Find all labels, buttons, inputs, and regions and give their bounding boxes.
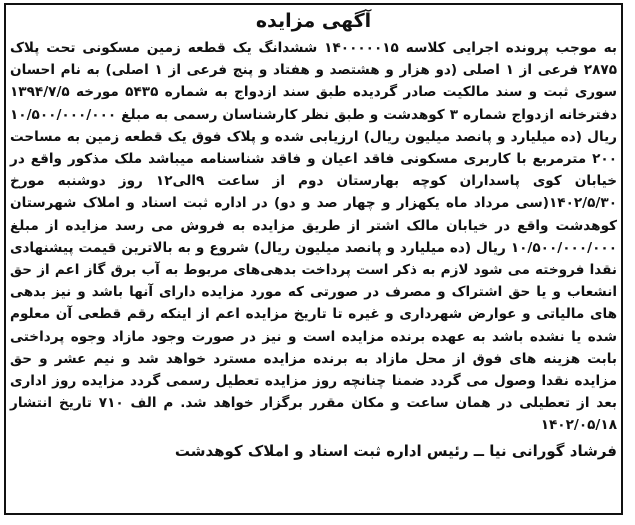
auction-notice [4, 3, 623, 515]
notice-title: آگهی مزایده [255, 10, 372, 32]
notice-signature: فرشاد گورانی نیا ــ رئیس اداره ثبت اسناد و املاک کوهدشت [174, 441, 617, 460]
notice-body: به موجب پرونده اجرایی کلاسه ۱۴۰۰۰۰۰۱۵ ششدانگ یک قطعه زمین مسکونی تحت پلاک ۲۸۷۵ فرعی از ۱ اصلی (دو هزار و هشتصد و هفتاد و پنج فرعی از ۱ اصلی) به نام احسان سوری ثبت و سند مالکیت صادر گردیده طبق سند ازدواج به شماره ۵۴۳۵ مورخه ۱۳۹۴/۷/۵ دفترخانه ازدواج شماره ۳ کوهدشت و طبق نظر کارشناسان رسمی به مبلغ ۱۰/۵۰۰/۰۰۰/۰۰۰ ریال (ده میلیارد و پانصد میلیون ریال) ارزیابی شده و پلاک فوق یک قطعه زمین به مساحت ۲۰۰ مترمربع با کاربری مسکونی فاقد اعیان و فاقد شناسنامه میباشد ملک مذکور واقع در خیابان کوی پاسداران کوچه بهارستان دوم از ساعت ۹الی۱۲ روز دوشنبه مورخ ۱۴۰۲/۵/۳۰(سی مرداد ماه یکهزار و چهار صد و دو) در اداره ثبت اسناد و املاک شهرستان کوهدشت واقع در خیابان مالک اشتر از طریق مزایده به فروش می رسد مزایده از مبلغ ۱۰/۵۰۰/۰۰۰/۰۰۰ ریال (ده میلیارد و پانصد میلیون ریال) شروع و به بالاترین قیمت پیشنهادی نقدا فروخته می شود لازم به ذکر است پرداخت بدهی‌های مربوط به آب برق گاز اعم از حق انشعاب و یا حق اشتراک و مصرف در صورتی که مورد مزایده دارای آنها باشد و نیز بدهی های مالیاتی و عوارض شهرداری و غیره تا تاریخ مزایده اعم از اینکه رقم قطعی آن معلوم شده یا نشده باشد به عهده برنده مزایده است و نیز در صورت وجود مازاد وجوه پرداختی بابت هزینه های فوق از محل مازاد به برنده مزایده مسترد خواهد شد و نیم عشر و حق مزایده نقدا وصول می گردد ضمنا چنانچه روز مزایده تعطیل رسمی گردد مزایده روز اداری بعد از تعطیلی در همان ساعت و مکان مقرر برگزار خواهد شد. م الف ۷۱۰ تاریخ انتشار ۱۴۰۲/۰۵/۱۸ [10, 40, 618, 434]
